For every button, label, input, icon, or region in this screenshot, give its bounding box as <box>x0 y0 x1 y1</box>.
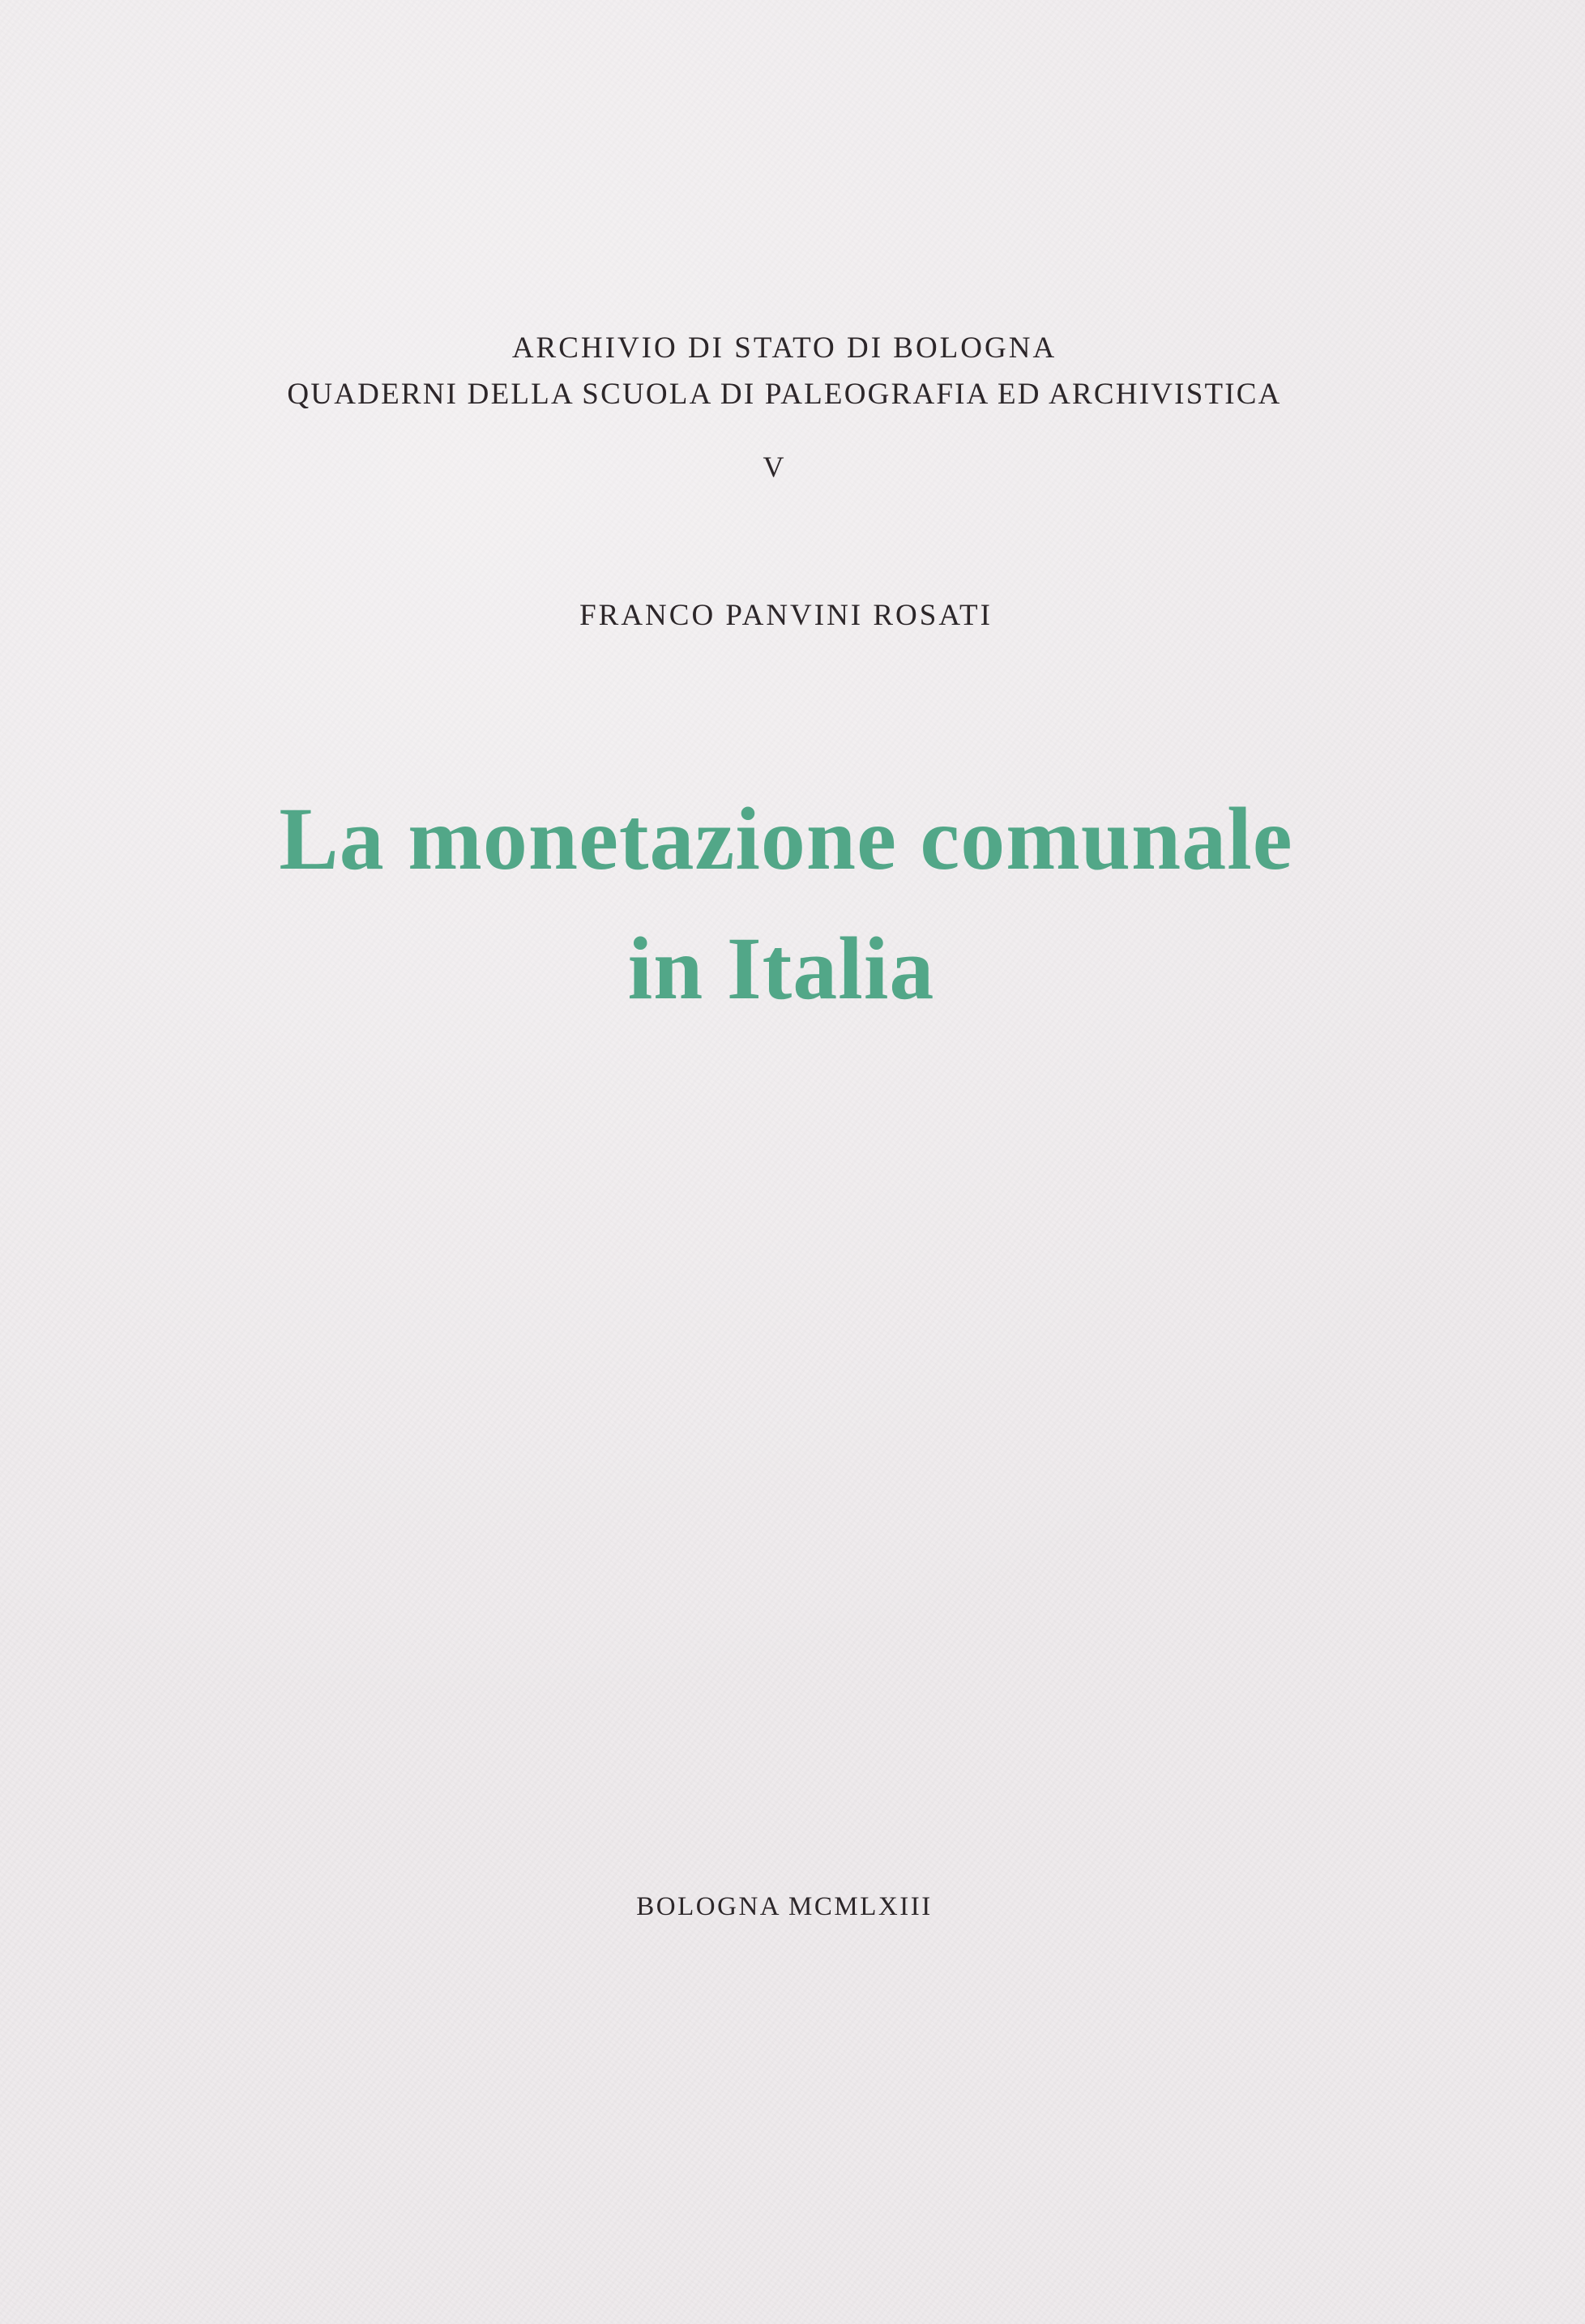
author-name: FRANCO PANVINI ROSATI <box>579 599 993 632</box>
volume-number: V <box>763 451 787 483</box>
imprint: BOLOGNA MCMLXIII <box>636 1892 933 1921</box>
book-title-line-1: La monetazione comunale <box>279 789 1293 888</box>
institution-heading: ARCHIVIO DI STATO DI BOLOGNA <box>511 331 1057 365</box>
series-heading: QUADERNI DELLA SCUOLA DI PALEOGRAFIA ED ARCHIVISTICA <box>287 378 1282 411</box>
book-title-line-2: in Italia <box>627 919 935 1018</box>
